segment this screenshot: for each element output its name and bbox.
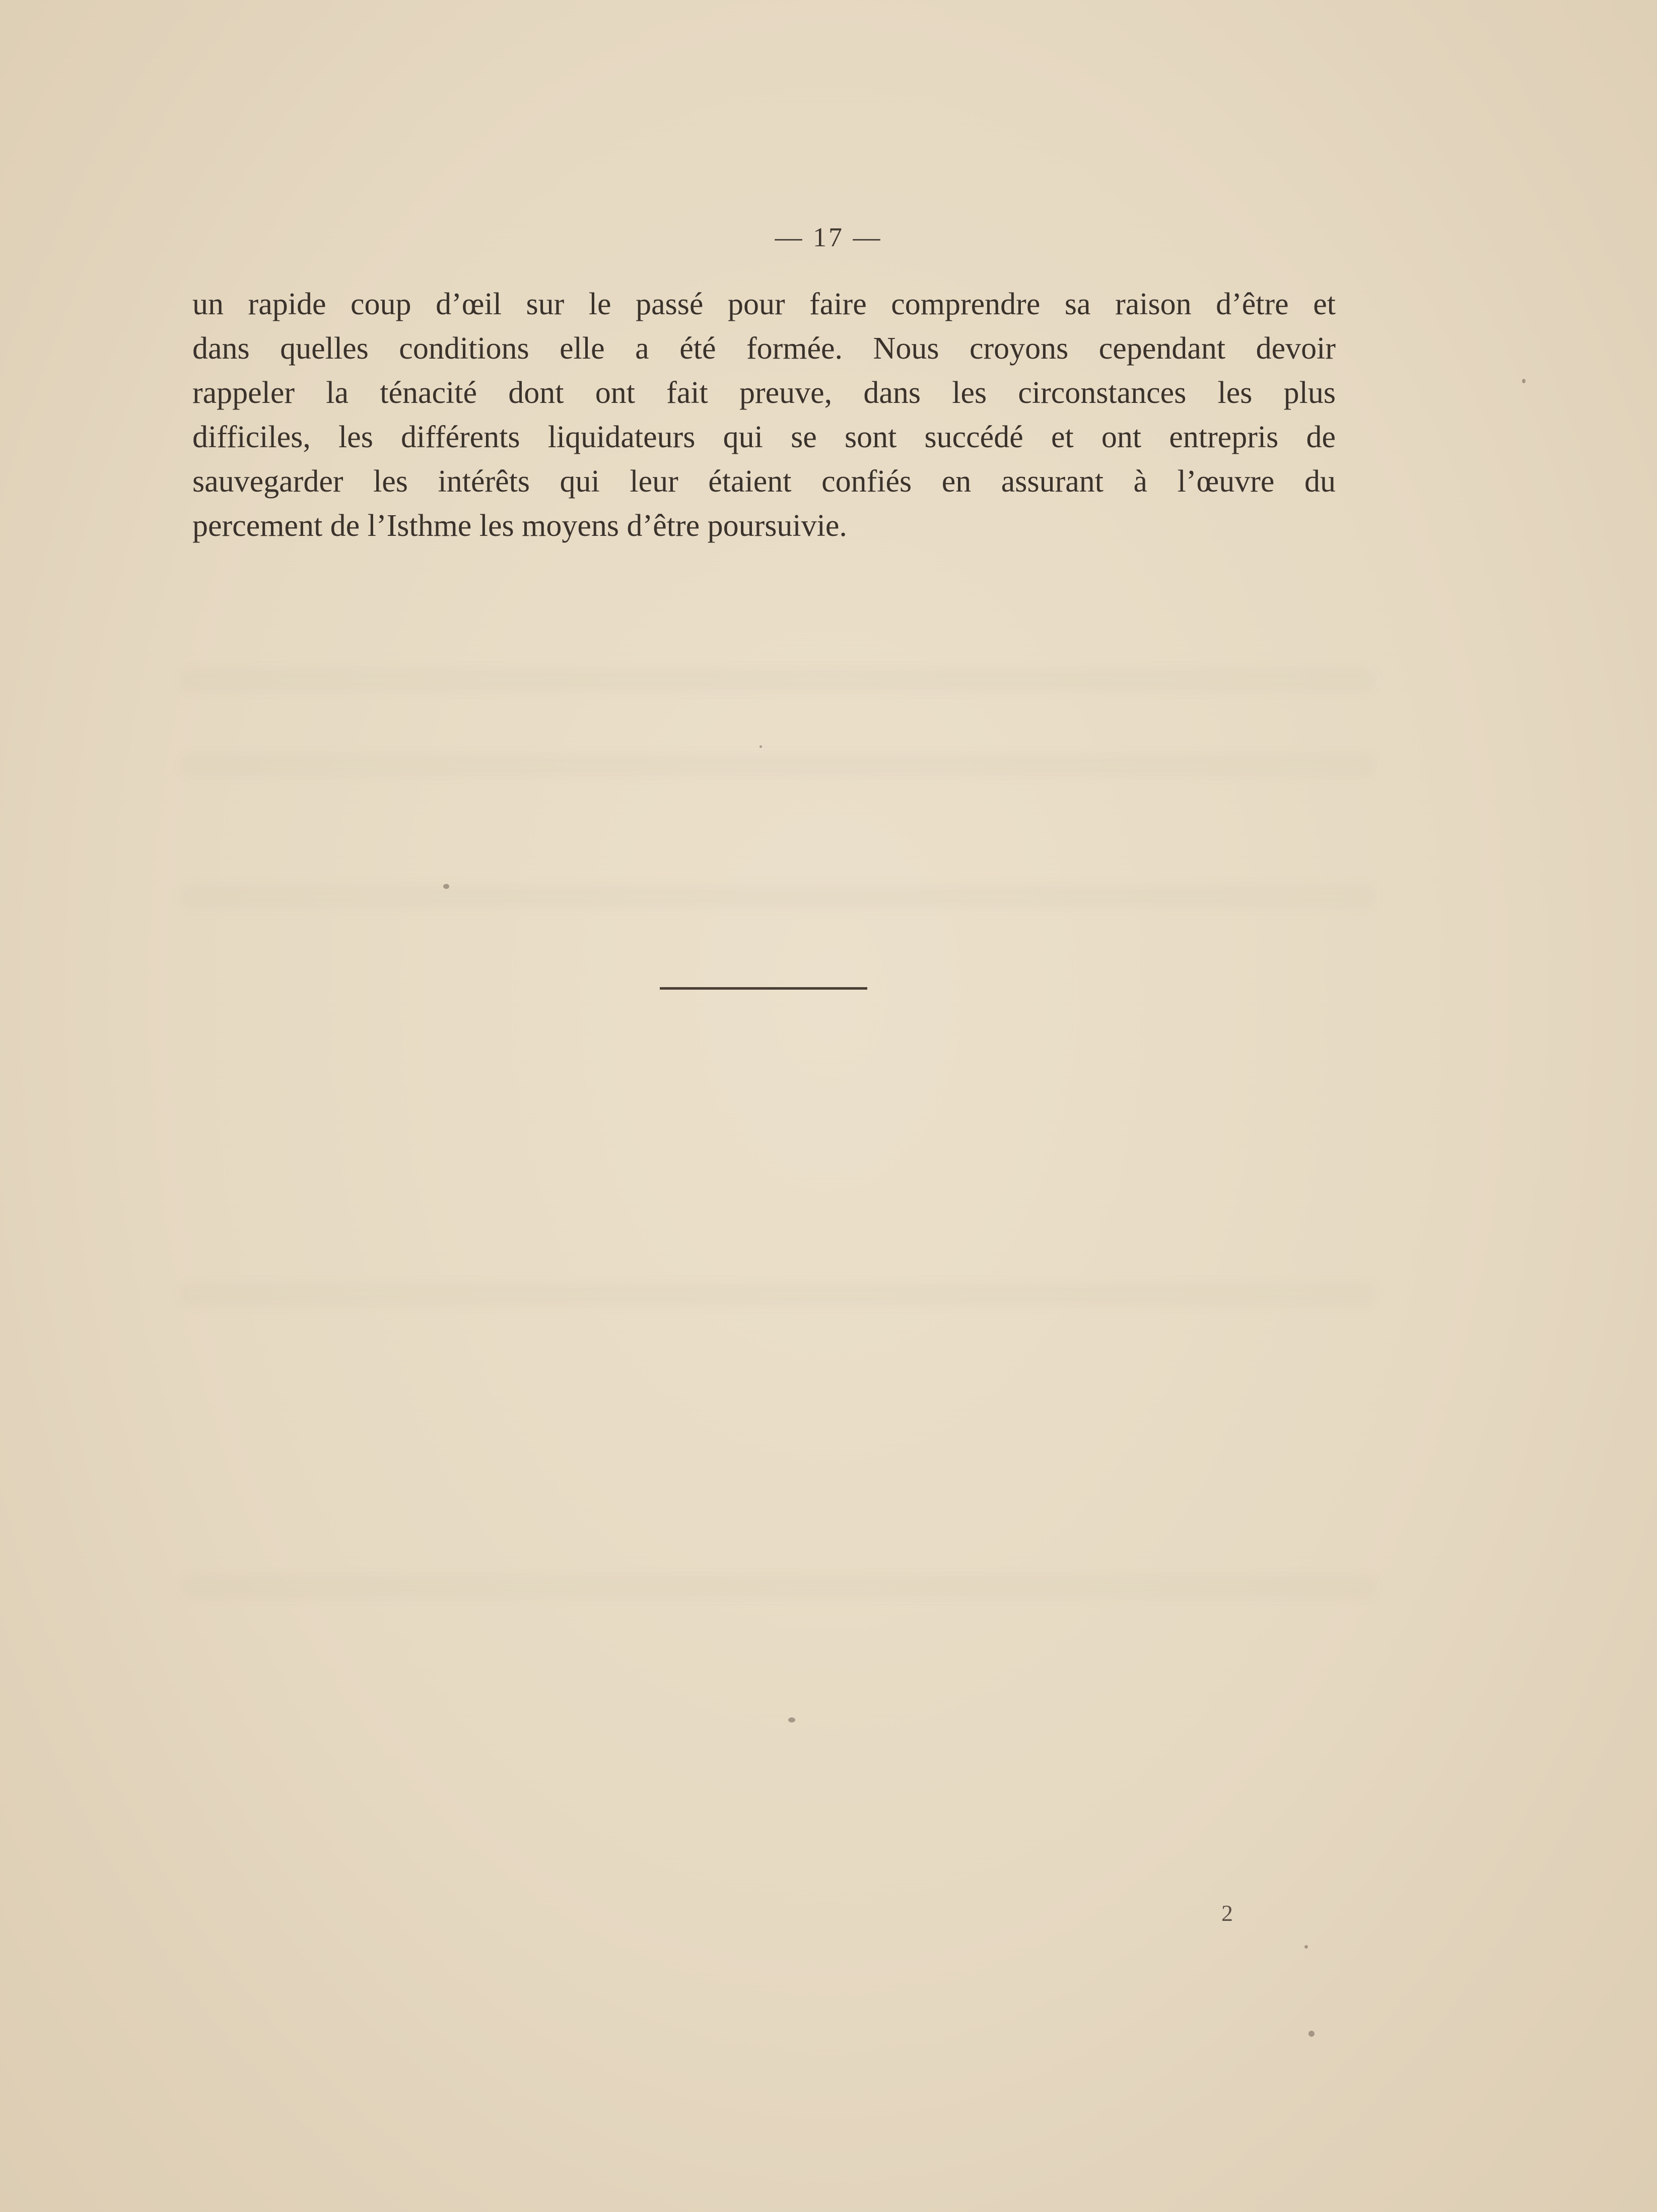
- signature-mark: 2: [1221, 1900, 1233, 1926]
- paper-speck: [788, 1717, 795, 1722]
- page-number: — 17 —: [775, 222, 882, 252]
- paragraph-line: un rapide coup d’œil sur le passé pour faire comprendre sa raison d’être et: [192, 287, 1336, 321]
- paper-speck: [1308, 2031, 1315, 2037]
- paragraph-line: rappeler la ténacité dont ont fait preuve, dans les circonstances les plus: [192, 376, 1336, 410]
- paragraph-line: sauvegarder les intérêts qui leur étaient confiés en assurant à l’œuvre du: [192, 464, 1336, 499]
- paper-speck: [1304, 1945, 1308, 1949]
- paragraph-line: percement de l’Isthme les moyens d’être poursuivie.: [192, 509, 847, 543]
- paper-speck: [1522, 379, 1526, 383]
- bleed-through-texture: [181, 670, 1375, 690]
- bleed-through-texture: [181, 1284, 1375, 1304]
- bleed-through-texture: [181, 886, 1375, 907]
- paper-speck: [760, 745, 762, 748]
- section-divider: [660, 987, 867, 990]
- paper-speck: [443, 884, 449, 889]
- bleed-through-texture: [181, 755, 1375, 776]
- bleed-through-texture: [181, 1576, 1375, 1597]
- paragraph-line: dans quelles conditions elle a été formée. Nous croyons cependant devoir: [192, 331, 1336, 366]
- paragraph-line: difficiles, les différents liquidateurs qui se sont succédé et ont entrepris de: [192, 420, 1336, 454]
